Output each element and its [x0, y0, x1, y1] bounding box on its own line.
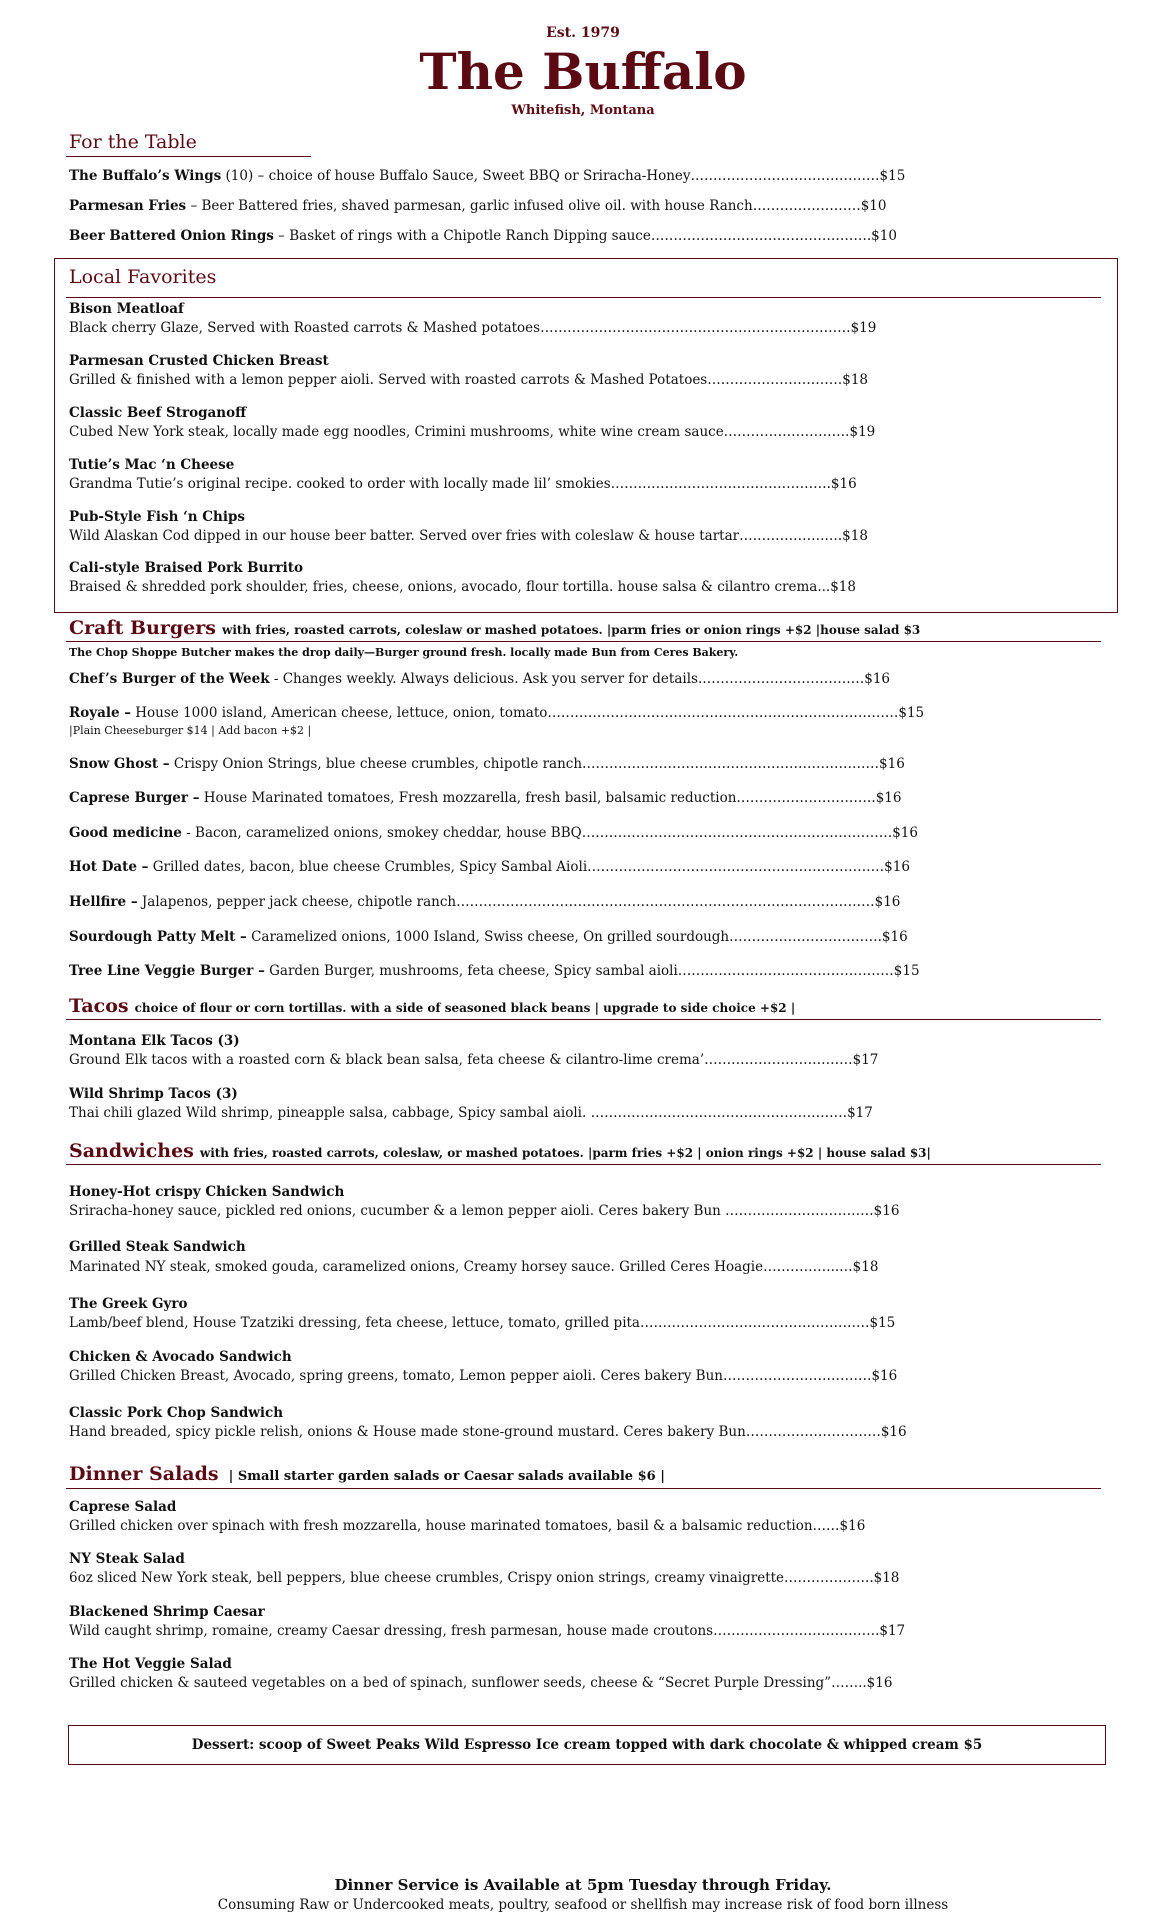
- menu-item: [69, 928, 908, 946]
- section-heading-craft-burgers: Craft Burgers with fries, roasted carrots, coleslaw or mashed potatoes. |parm fries or onion rings +$2 |house salad $3: [69, 617, 921, 639]
- menu-item-description: Cubed New York steak, locally made egg noodles, Crimini mushrooms, white wine cream sauce……………………….$19: [69, 424, 876, 440]
- dessert-box: Dessert: scoop of Sweet Peaks Wild Espresso Ice cream topped with dark chocolate & whipped cream $5: [68, 1725, 1106, 1765]
- section-rule: [66, 1488, 1101, 1489]
- menu-item-name: Tutie’s Mac ‘n Cheese: [69, 457, 235, 473]
- menu-item-name: NY Steak Salad: [69, 1551, 185, 1567]
- menu-item-description: Wild Alaskan Cod dipped in our house beer batter. Served over fries with coleslaw & house tartar……………….….$18: [69, 528, 868, 544]
- menu-item: [69, 755, 905, 773]
- item-description: Crispy Onion Strings, blue cheese crumbles, chipotle ranch…………………………………………………………$16: [169, 756, 905, 772]
- section-rule: [66, 1019, 1101, 1020]
- item-name: Tree Line Veggie Burger –: [69, 963, 265, 979]
- item-name: Beer Battered Onion Rings: [69, 228, 274, 244]
- item-description: - Changes weekly. Always delicious. Ask you server for details.………………………………$16: [269, 671, 890, 687]
- section-heading-sandwiches: Sandwiches with fries, roasted carrots, coleslaw, or mashed potatoes. |parm fries +$2 | onion rings +$2 | house salad $3|: [69, 1140, 931, 1162]
- section-heading-dinner-salads: Dinner Salads | Small starter garden salads or Caesar salads available $6 |: [69, 1463, 665, 1485]
- menu-item-name: Cali-style Braised Pork Burrito: [69, 560, 303, 576]
- menu-item: [69, 858, 910, 876]
- item-name: Chef’s Burger of the Week: [69, 671, 270, 687]
- butcher-note: The Chop Shoppe Butcher makes the drop daily—Burger ground fresh. locally made Bun from Ceres Bakery.: [69, 646, 739, 659]
- menu-item-description: Grilled chicken & sauteed vegetables on a bed of spinach, sunflower seeds, cheese & “Secret Purple Dressing”……..$16: [69, 1675, 893, 1691]
- menu-item-name: Classic Pork Chop Sandwich: [69, 1405, 284, 1421]
- royale-option-note: |Plain Cheeseburger $14 | Add bacon +$2 |: [69, 724, 312, 737]
- item-description: - Bacon, caramelized onions, smokey cheddar, house BBQ……………………………………………………………$16: [181, 825, 918, 841]
- item-description: – Basket of rings with a Chipotle Ranch Dipping sauce………………………………………….$10: [273, 228, 897, 244]
- menu-item-name: Wild Shrimp Tacos (3): [69, 1086, 238, 1102]
- menu-item-description: Sriracha-honey sauce, pickled red onions, cucumber & a lemon pepper aioli. Ceres bakery Bun ……………………………$16: [69, 1203, 900, 1219]
- menu-item-name: The Hot Veggie Salad: [69, 1656, 232, 1672]
- menu-item-description: 6oz sliced New York steak, bell peppers, blue cheese crumbles, Crispy onion strings, creamy vinaigrette………………..$18: [69, 1570, 900, 1586]
- item-name: Hellfire –: [69, 894, 138, 910]
- section-rule: [66, 156, 311, 157]
- menu-item-name: Honey-Hot crispy Chicken Sandwich: [69, 1184, 345, 1200]
- item-description: – Beer Battered fries, shaved parmesan, garlic infused olive oil. with house Ranch……………………$10: [186, 198, 887, 214]
- item-description: (10) – choice of house Buffalo Sauce, Sweet BBQ or Sriracha-Honey……………………………………$15: [221, 168, 906, 184]
- restaurant-title: The Buffalo: [419, 42, 747, 101]
- section-rule: [66, 641, 1101, 642]
- section-note: with fries, roasted carrots, coleslaw or mashed potatoes. |parm fries or onion rings +$2 |house salad $3: [221, 623, 921, 637]
- section-rule: [66, 297, 1101, 298]
- menu-item-description: Grilled Chicken Breast, Avocado, spring greens, tomato, Lemon pepper aioli. Ceres bakery Bun……………………………$16: [69, 1368, 898, 1384]
- menu-item: [69, 704, 924, 722]
- item-description: Grilled dates, bacon, blue cheese Crumbles, Spicy Sambal Aioli…………………………………………………………$16: [148, 859, 910, 875]
- menu-item: [69, 789, 901, 807]
- section-rule: [66, 1164, 1101, 1165]
- section-note: | Small starter garden salads or Caesar salads available $6 |: [228, 1469, 665, 1484]
- item-description: House Marinated tomatoes, Fresh mozzarella, fresh basil, balsamic reduction………………………….$16: [199, 790, 902, 806]
- restaurant-location: Whitefish, Montana: [511, 103, 655, 118]
- menu-item: [69, 824, 918, 842]
- menu-item-name: Blackened Shrimp Caesar: [69, 1604, 265, 1620]
- menu-item-description: Grandma Tutie’s original recipe. cooked to order with locally made lil’ smokies………………………………………….$16: [69, 476, 857, 492]
- menu-item-description: Wild caught shrimp, romaine, creamy Caesar dressing, fresh parmesan, house made croutons……………………………….$17: [69, 1623, 906, 1639]
- menu-item-description: Grilled & finished with a lemon pepper aioli. Served with roasted carrots & Mashed Potatoes…………………………$18: [69, 372, 869, 388]
- menu-item-description: Ground Elk tacos with a roasted corn & black bean salsa, feta cheese & cilantro-lime crema’……………………………$17: [69, 1052, 879, 1068]
- menu-item-name: Grilled Steak Sandwich: [69, 1239, 246, 1255]
- section-heading-tacos: Tacos choice of flour or corn tortillas. with a side of seasoned black beans | upgrade to side choice +$2 |: [69, 995, 796, 1017]
- menu-item-description: Black cherry Glaze, Served with Roasted carrots & Mashed potatoes……………………………………………………………$19: [69, 320, 877, 336]
- section-heading-local-favorites: Local Favorites: [69, 266, 217, 288]
- item-name: Parmesan Fries: [69, 198, 187, 214]
- dinner-service-notice: Dinner Service is Available at 5pm Tuesday through Friday.: [334, 1876, 832, 1894]
- menu-item: [69, 893, 900, 911]
- item-name: The Buffalo’s Wings: [69, 168, 222, 184]
- menu-item-description: Lamb/beef blend, House Tzatziki dressing, feta cheese, lettuce, tomato, grilled pita……………………………………………$15: [69, 1315, 896, 1331]
- section-heading-for-the-table: For the Table: [69, 131, 197, 153]
- item-name: Hot Date –: [69, 859, 149, 875]
- menu-item: [69, 670, 890, 688]
- menu-item-description: Hand breaded, spicy pickle relish, onions & House made stone-ground mustard. Ceres bakery Bun…………………………$16: [69, 1424, 907, 1440]
- food-safety-warning: Consuming Raw or Undercooked meats, poultry, seafood or shellfish may increase risk of food born illness: [217, 1897, 949, 1913]
- menu-item-name: Caprese Salad: [69, 1499, 177, 1515]
- item-name: Royale –: [69, 705, 131, 721]
- item-description: Garden Burger, mushrooms, feta cheese, Spicy sambal aioli…………………………………………$15: [264, 963, 920, 979]
- menu-item-name: Classic Beef Stroganoff: [69, 405, 247, 421]
- menu-item-description: Braised & shredded pork shoulder, fries, cheese, onions, avocado, flour tortilla. house salsa & cilantro crema...$18: [69, 579, 856, 595]
- menu-item-name: Chicken & Avocado Sandwich: [69, 1349, 292, 1365]
- menu-item-name: Montana Elk Tacos (3): [69, 1033, 240, 1049]
- item-name: Caprese Burger –: [69, 790, 200, 806]
- menu-item: [69, 167, 905, 185]
- item-description: Jalapenos, pepper jack cheese, chipotle ranch…………………………………………………………………………………$16: [137, 894, 901, 910]
- menu-item-name: Parmesan Crusted Chicken Breast: [69, 353, 329, 369]
- menu-item-description: Grilled chicken over spinach with fresh mozzarella, house marinated tomatoes, basil & a balsamic reduction……$16: [69, 1518, 866, 1534]
- menu-item-name: The Greek Gyro: [69, 1296, 188, 1312]
- menu-item: [69, 962, 920, 980]
- item-description: House 1000 island, American cheese, lettuce, onion, tomato……………………………………………………………………$15: [130, 705, 925, 721]
- menu-item-description: Marinated NY steak, smoked gouda, caramelized onions, Creamy horsey sauce. Grilled Ceres Hoagie……………..…$18: [69, 1259, 879, 1275]
- menu-item-name: Pub-Style Fish ‘n Chips: [69, 509, 246, 525]
- established-year: Est. 1979: [546, 25, 620, 41]
- menu-item-description: Thai chili glazed Wild shrimp, pineapple salsa, cabbage, Spicy sambal aioli. …………………………………………………$17: [69, 1105, 873, 1121]
- section-note: with fries, roasted carrots, coleslaw, or mashed potatoes. |parm fries +$2 | onion rings +$2 | house salad $3|: [199, 1146, 931, 1160]
- section-note: choice of flour or corn tortillas. with a side of seasoned black beans | upgrade to side choice +$2 |: [134, 1001, 796, 1015]
- menu-item: [69, 227, 897, 245]
- item-name: Snow Ghost –: [69, 756, 170, 772]
- item-description: Caramelized onions, 1000 Island, Swiss cheese, On grilled sourdough…………………………….$16: [246, 929, 908, 945]
- item-name: Good medicine: [69, 825, 182, 841]
- menu-item: [69, 197, 886, 215]
- menu-item-name: Bison Meatloaf: [69, 301, 184, 317]
- item-name: Sourdough Patty Melt –: [69, 929, 247, 945]
